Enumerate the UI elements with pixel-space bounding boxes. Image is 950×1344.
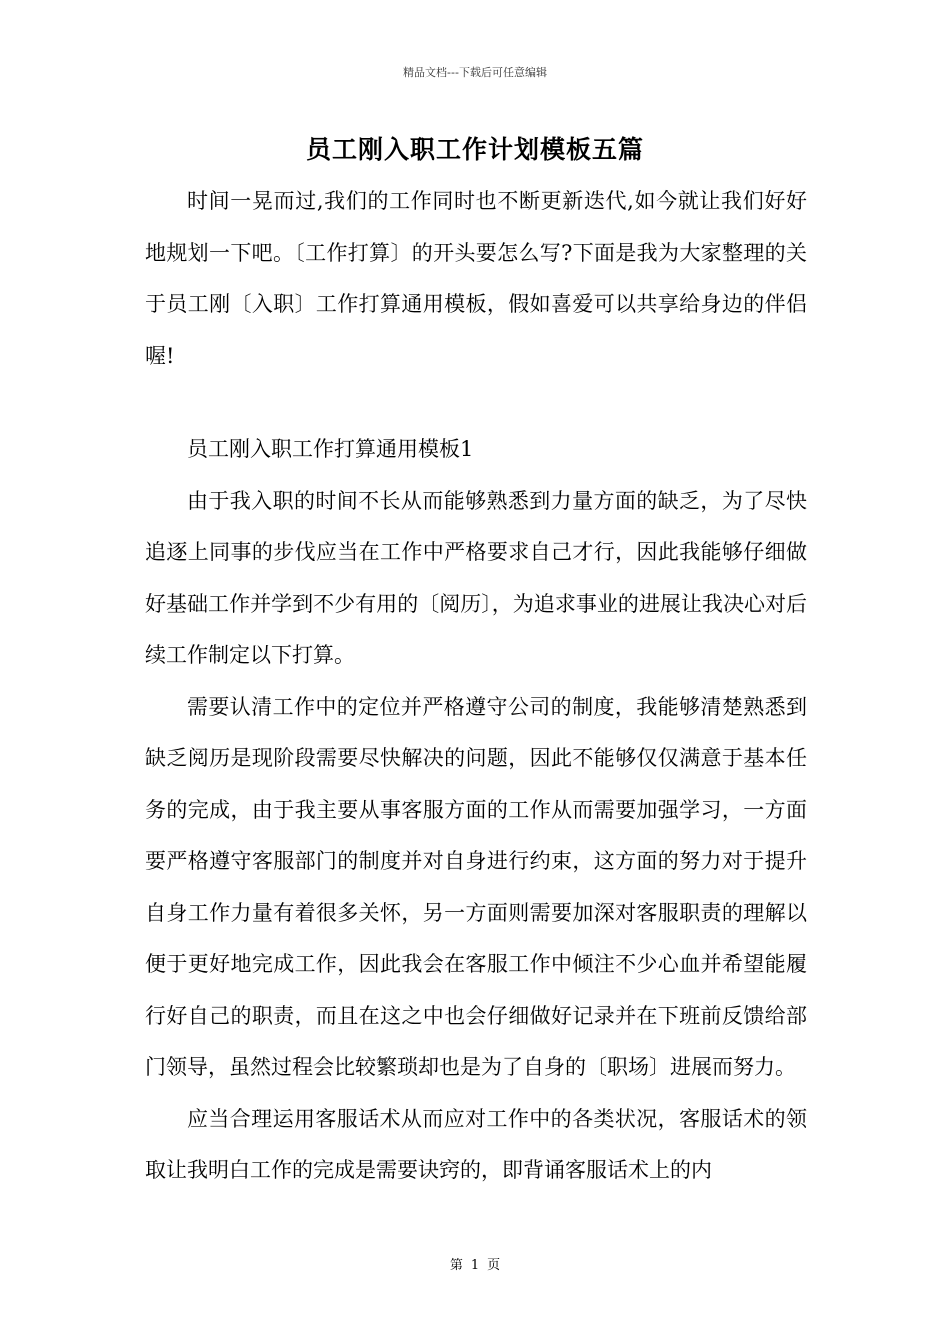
body-paragraph-2: 需要认清工作中的定位并严格遵守公司的制度，我能够清楚熟悉到缺乏阅历是现阶段需要尽快解决的问题，因此不能够仅仅满意于基本任务的完成，由于我主要从事客服方面的工作从而需要加强学习，一方面要严格遵守客服部门的制度并对自身进行约束，这方面的努力对于提升自身工作力量有着很多关怀，另一方面则需要加深对客服职责的理解以便于更好地完成工作，因此我会在客服工作中倾注不少心血并希望能履行好自己的职责，而且在这之中也会仔细做好记录并在下班前反馈给部门领导，虽然过程会比较繁琐却也是为了自身的〔职场〕进展而努力。 xyxy=(145,694,807,1079)
section-block xyxy=(145,424,807,1197)
body-paragraph-1: 由于我入职的时间不长从而能够熟悉到力量方面的缺乏，为了尽快追逐上同事的步伐应当在工作中严格要求自己才行，因此我能够仔细做好基础工作并学到不少有用的〔阅历〕，为追求事业的进展让我决心对后续工作制定以下打算。 xyxy=(145,488,807,667)
body-paragraph-3: 应当合理运用客服话术从而应对工作中的各类状况，客服话术的领取让我明白工作的完成是需要诀窍的，即背诵客服话术上的内 xyxy=(145,1106,807,1182)
section-heading: 员工刚入职工作打算通用模板1 xyxy=(187,437,474,461)
page-footer xyxy=(0,1254,950,1273)
intro-paragraph: 时间一晃而过,我们的工作同时也不断更新迭代,如今就让我们好好地规划一下吧。〔工作打算〕的开头要怎么写?下面是我为大家整理的关于员工刚〔入职〕工作打算通用模板，假如喜爱可以共享给身边的伴侣喔! xyxy=(145,189,807,368)
footer-suffix: 页 xyxy=(487,1258,501,1273)
footer-prefix: 第 xyxy=(449,1258,463,1273)
page-title: 员工刚入职工作计划模板五篇 xyxy=(305,135,644,164)
page-number: 1 xyxy=(470,1258,480,1273)
header-note: 精品文档---下载后可任意编辑 xyxy=(403,66,547,79)
intro-block xyxy=(145,176,807,382)
